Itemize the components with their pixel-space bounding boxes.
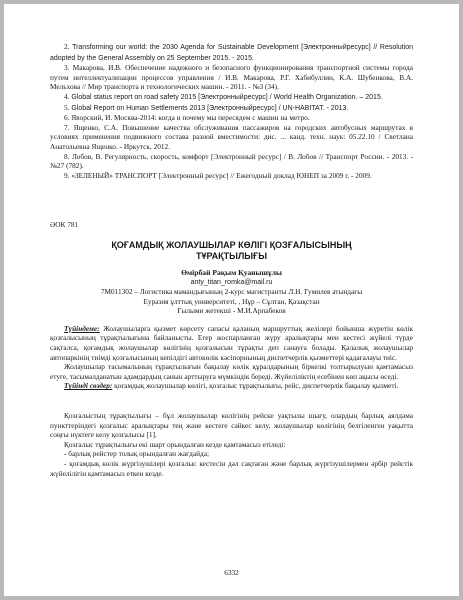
author-affiliation: Еуразия ұлттық университеті, , Нұр – Сұлтан, Қазақстан <box>143 296 320 306</box>
body-list-item: - барлық рейстер толық орындалған жағдайда; <box>64 449 209 459</box>
reference-item: 2. Transforming our world: the 2030 Agenda for Sustainable Development [Электронныйресурс] // Resolution adopted by the General Assembly on 25 September 2015. - 2015. <box>50 42 413 62</box>
paper-title <box>50 240 413 262</box>
reference-item: 7. Ященко, С.А. Повышение качества обслуживания пассажиров на городских автобусных маршрутах в условиях применения подвижного состава разной вместимости: дис. ... канд. техн. наук: 05.22.10 / Светлана Анатольевна Ященко. - Иркутск, 2012. <box>50 122 413 151</box>
author-name: Өмірбай Рақым Қуанышұлы <box>181 267 282 277</box>
abstract-paragraph: Жолаушылар тасымалының тұрақтылығын бақылау көлік құралдарының біркелкі толтырылуын қамтамасыз етуге, тасымалданатын адамдардың санын арттыруға мүмкіндік береді. Жүйеліліктің есебінен көп ақысы өседі. <box>50 362 413 381</box>
reference-list <box>50 42 413 180</box>
keywords-label: Түйінді сөздер: <box>64 381 113 391</box>
body-paragraph: Қозғалыс тұрақтылығы екі шарт орындалған кезде қамтамасыз етіледі: <box>64 439 286 449</box>
title-line: ҚОҒАМДЫҚ ЖОЛАУШЫЛАР КӨЛІГІ ҚОЗҒАЛЫСЫНЫҢ <box>111 239 352 250</box>
reference-item: 6. Яворский, И. Москва-2014: когда и почему мы пересядем с машин на метро. <box>64 113 310 123</box>
reference-item: 9. «ЗЕЛЕНЫЙ» ТРАНСПОРТ [Электронный ресурс] // Ежегодный доклад ЮНЕП за 2009 г. - 2009. <box>64 170 372 180</box>
body-paragraph: Қозғалыстың тұрақтылығы – бұл жолаушылар көлігінің рейске уақтылы шығу, олардың барлық аялдама пункттеріндегі қозғалыс аралықтары тең және кестеге сәйкес келу, жолаушылар көлігінің белгіленген уақытта соңғы нүктеге келу қозғалысы [1]. <box>50 411 413 440</box>
reference-item: 8. Лобов, В. Регулярность, скорость, комфорт [Электронный ресурс] / В. Лобов // Транспорт России. - 2013. - №27 (782). <box>50 151 413 171</box>
supervisor: Ғылыми жетекші - М.И.Арпабеков <box>177 306 286 316</box>
abstract-label: Түйіндеме: <box>64 323 100 333</box>
page-number: 6332 <box>224 568 239 578</box>
keywords: Түйінді сөздер: қоғамдық жолаушылар көлігі, қозғалыс тұрақтылығы, рейс, диспетчерлік бақылау қызметі. <box>64 381 399 391</box>
abstract: Түйіндеме: Жолаушыларға қызмет көрсету сапасы қаланың маршруттық желілері бойынша жүретін көлік қозғалысының тұрақтылығына байланысты. Егер жоспарланған жүру аралықтары мен кестесі жүйелі түрде сақталса, қоғамдық жолаушылар көлігінің қозғалысын тұрақты деп санауға болады. Қалалық жолаушылар автопаркінің тиімді қозғалысының кепілдігі автокөлік кәсіпорнының диспетчерлік қызметтері қадағалауы тиіс. <box>50 323 413 362</box>
author-affiliation: 7М011302 – Логистика мамандығының 2-курс магистранты Л.Н. Гумилев атындағы <box>100 287 363 297</box>
document-page <box>4 4 459 596</box>
spacer <box>50 391 413 411</box>
reference-item: 5. Global Report on Human Settlements 2013 [Электронныйресурс] / UN-HABITAT. - 2013. <box>64 102 349 112</box>
title-line: ТҰРАҚТЫЛЫҒЫ <box>195 250 268 261</box>
reference-item: 3. Макарова, И.В. Обеспечение надежного и безопасного функционирования транспортной системы города путем интеллектуализации процессов управления / И.В. Макарова, Р.Г. Хабибуллин, К.А. Шубенкова, В.А. Мельхова // Мир транспорта и технологических машин. - 2011. - №3 (34). <box>50 63 414 92</box>
udk-code: ӘОК 781 <box>50 220 79 230</box>
reference-item: 4. Global status report on road safety 2015 [Электронныйресурс] / World Health Organization. – 2015. <box>64 91 383 101</box>
body-list-item: - қоғамдық көлік жүргізушілері қозғалыс кестесін дәл сақтаған және барлық жүргізушілермен әрбір рейстік жүйелілігін қамтамасыз еткен кезде. <box>50 459 413 478</box>
author-email: anty_titan_romka@mail.ru <box>190 278 273 286</box>
